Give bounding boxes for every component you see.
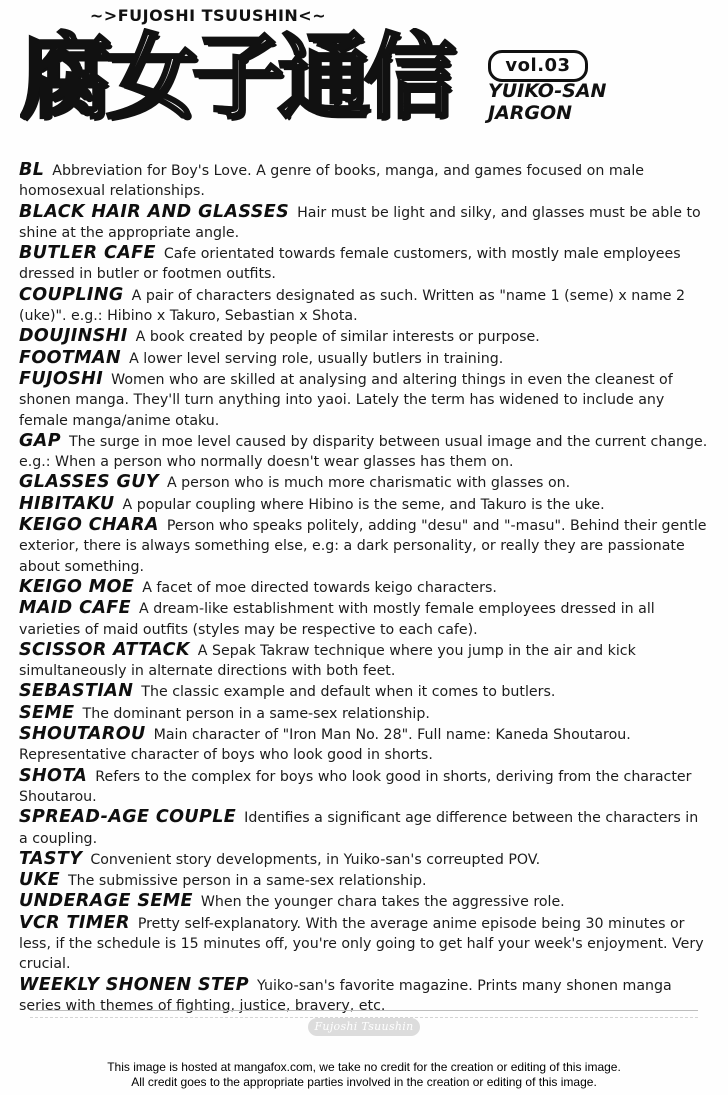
glossary-entry (19, 472, 709, 493)
glossary-entry (19, 285, 709, 327)
glossary-definition: When the younger chara takes the aggressive role. (200, 894, 565, 911)
glossary-definition: Hair must be light and silky, and glasses must be able to shine at the appropriate angle. (19, 204, 701, 241)
glossary-definition: Refers to the complex for boys who look good in shorts, deriving from the character Shoutarou. (19, 768, 692, 805)
glossary-term: BL (19, 160, 45, 180)
glossary-entry (19, 326, 709, 347)
glossary-entry (19, 807, 709, 849)
glossary-term: MAID CAFE (19, 598, 131, 619)
credit-line-1: This image is hosted at mangafox.com, we take no credit for the creation or editing of this image. (107, 1060, 621, 1074)
glossary-entry (19, 202, 709, 244)
glossary-definition: A facet of moe directed towards keigo characters. (142, 579, 497, 596)
glossary-entry (19, 515, 709, 577)
glossary-entry (19, 724, 709, 766)
glossary-term: TASTY (19, 848, 83, 869)
footer-logo: Fujoshi Tsuushin (308, 1018, 420, 1036)
glossary-term: BUTLER CAFE (19, 243, 156, 264)
glossary-definition: Cafe orientated towards female customers, with mostly male employees dressed in butler or footmen outfits. (19, 246, 681, 283)
glossary-term: VCR TIMER (19, 912, 130, 933)
glossary-definition: Pretty self-explanatory. With the average anime episode being 30 minutes or less, if the schedule is 15 minutes off, you're only going to get half your week's enjoyment. Very crucial. (19, 915, 704, 973)
glossary-entry (19, 577, 709, 598)
glossary-definition: Identifies a significant age difference between the characters in a coupling. (19, 810, 699, 847)
glossary-entry (19, 369, 709, 431)
glossary-entry (19, 431, 709, 473)
glossary-term: BLACK HAIR AND GLASSES (19, 201, 290, 222)
glossary-term: GAP (19, 430, 61, 451)
glossary-term: COUPLING (19, 284, 124, 305)
glossary-term: DOUJINSHI (19, 326, 128, 347)
glossary-term: SEBASTIAN (19, 681, 134, 702)
glossary-entry (19, 766, 709, 808)
glossary-term: KEIGO MOE (19, 576, 135, 597)
glossary-term: HIBITAKU (19, 493, 115, 514)
glossary-definition: The submissive person in a same-sex relationship. (67, 873, 427, 890)
glossary-term: KEIGO CHARA (19, 515, 159, 536)
glossary-entry (19, 681, 709, 702)
glossary-definition: A person who is much more charismatic with glasses on. (166, 475, 571, 492)
glossary-definition: Women who are skilled at analysing and altering things in even the cleanest of shonen manga. They'll turn anything into yaoi. Lately the term has widened to include any female manga/anime otaku. (19, 371, 673, 429)
glossary-term: FOOTMAN (19, 347, 122, 368)
glossary-definition: Person who speaks politely, adding "desu" and "-masu". Behind their gentle exterior, there is always something else, e.g: a dark personality, or really they are passionate about something. (19, 518, 707, 575)
subtitle-author: YUIKO-SAN (488, 80, 607, 102)
glossary-definition: Abbreviation for Boy's Love. A genre of books, manga, and games focused on male homosexual relationships. (19, 163, 645, 200)
glossary-entry (19, 598, 709, 640)
glossary-entry (19, 243, 709, 285)
glossary-term: SCISSOR ATTACK (19, 639, 190, 660)
glossary-entry (19, 640, 709, 682)
credit-line-2: All credit goes to the appropriate parties involved in the creation or editing of this image. (131, 1075, 597, 1089)
glossary-term: SEME (19, 702, 75, 723)
hosting-credits (0, 1060, 728, 1090)
glossary-definition: The classic example and default when it comes to butlers. (141, 684, 556, 701)
volume-badge: vol.03 (488, 50, 588, 82)
glossary-term: UKE (19, 870, 60, 891)
glossary-definition: A pair of characters designated as such. Written as "name 1 (seme) x name 2 (uke)". e.g.: Hibino x Takuro, Sebastian x Shota. (19, 287, 686, 325)
glossary-entry (19, 891, 709, 912)
glossary-entry (19, 160, 709, 202)
glossary-definition: Yuiko-san's favorite magazine. Prints many shonen manga series with themes of fighting, justice, bravery, etc. (19, 977, 672, 1014)
glossary-term: WEEKLY SHONEN STEP (19, 974, 249, 995)
japanese-title: 腐女子通信 (20, 28, 451, 128)
glossary-term: SPREAD-AGE COUPLE (19, 807, 237, 828)
glossary-definition: Convenient story developments, in Yuiko-san's correupted POV. (90, 851, 541, 868)
glossary-definition: A popular coupling where Hibino is the seme, and Takuro is the uke. (122, 496, 605, 513)
subtitle-topic: JARGON (488, 102, 573, 124)
glossary-definition: A lower level serving role, usually butlers in training. (129, 350, 504, 367)
glossary-definition: The dominant person in a same-sex relationship. (82, 705, 430, 722)
glossary-term: SHOUTAROU (19, 724, 146, 745)
glossary-definition: Main character of "Iron Man No. 28". Full name: Kaneda Shoutarou. Representative character of boys who look good in shorts. (19, 727, 631, 764)
glossary-definition: A dream-like establishment with mostly female employees dressed in all varieties of maid outfits (styles may be respective to each cafe). (19, 601, 655, 638)
glossary-term: SHOTA (19, 765, 88, 786)
glossary-entry (19, 913, 709, 975)
glossary-term: FUJOSHI (19, 368, 104, 389)
glossary-entry (19, 348, 709, 369)
glossary-term: GLASSES GUY (19, 472, 159, 493)
glossary-entry (19, 703, 709, 724)
glossary-entry (19, 494, 709, 515)
glossary-definition: A Sepak Takraw technique where you jump in the air and kick simultaneously in alternate directions with both feet. (19, 642, 636, 680)
glossary-definition: A book created by people of similar interests or purpose. (135, 329, 540, 346)
glossary-definition: The surge in moe level caused by disparity between usual image and the current change. e.g.: When a person who normally doesn't wear glasses has them on. (19, 433, 708, 471)
series-title: ~>FUJOSHI TSUUSHIN<~ (89, 6, 327, 25)
glossary-entry (19, 870, 709, 891)
glossary-entry (19, 849, 709, 870)
glossary-term: UNDERAGE SEME (19, 891, 193, 912)
footer-divider (30, 1010, 698, 1018)
glossary-list (19, 160, 709, 1016)
